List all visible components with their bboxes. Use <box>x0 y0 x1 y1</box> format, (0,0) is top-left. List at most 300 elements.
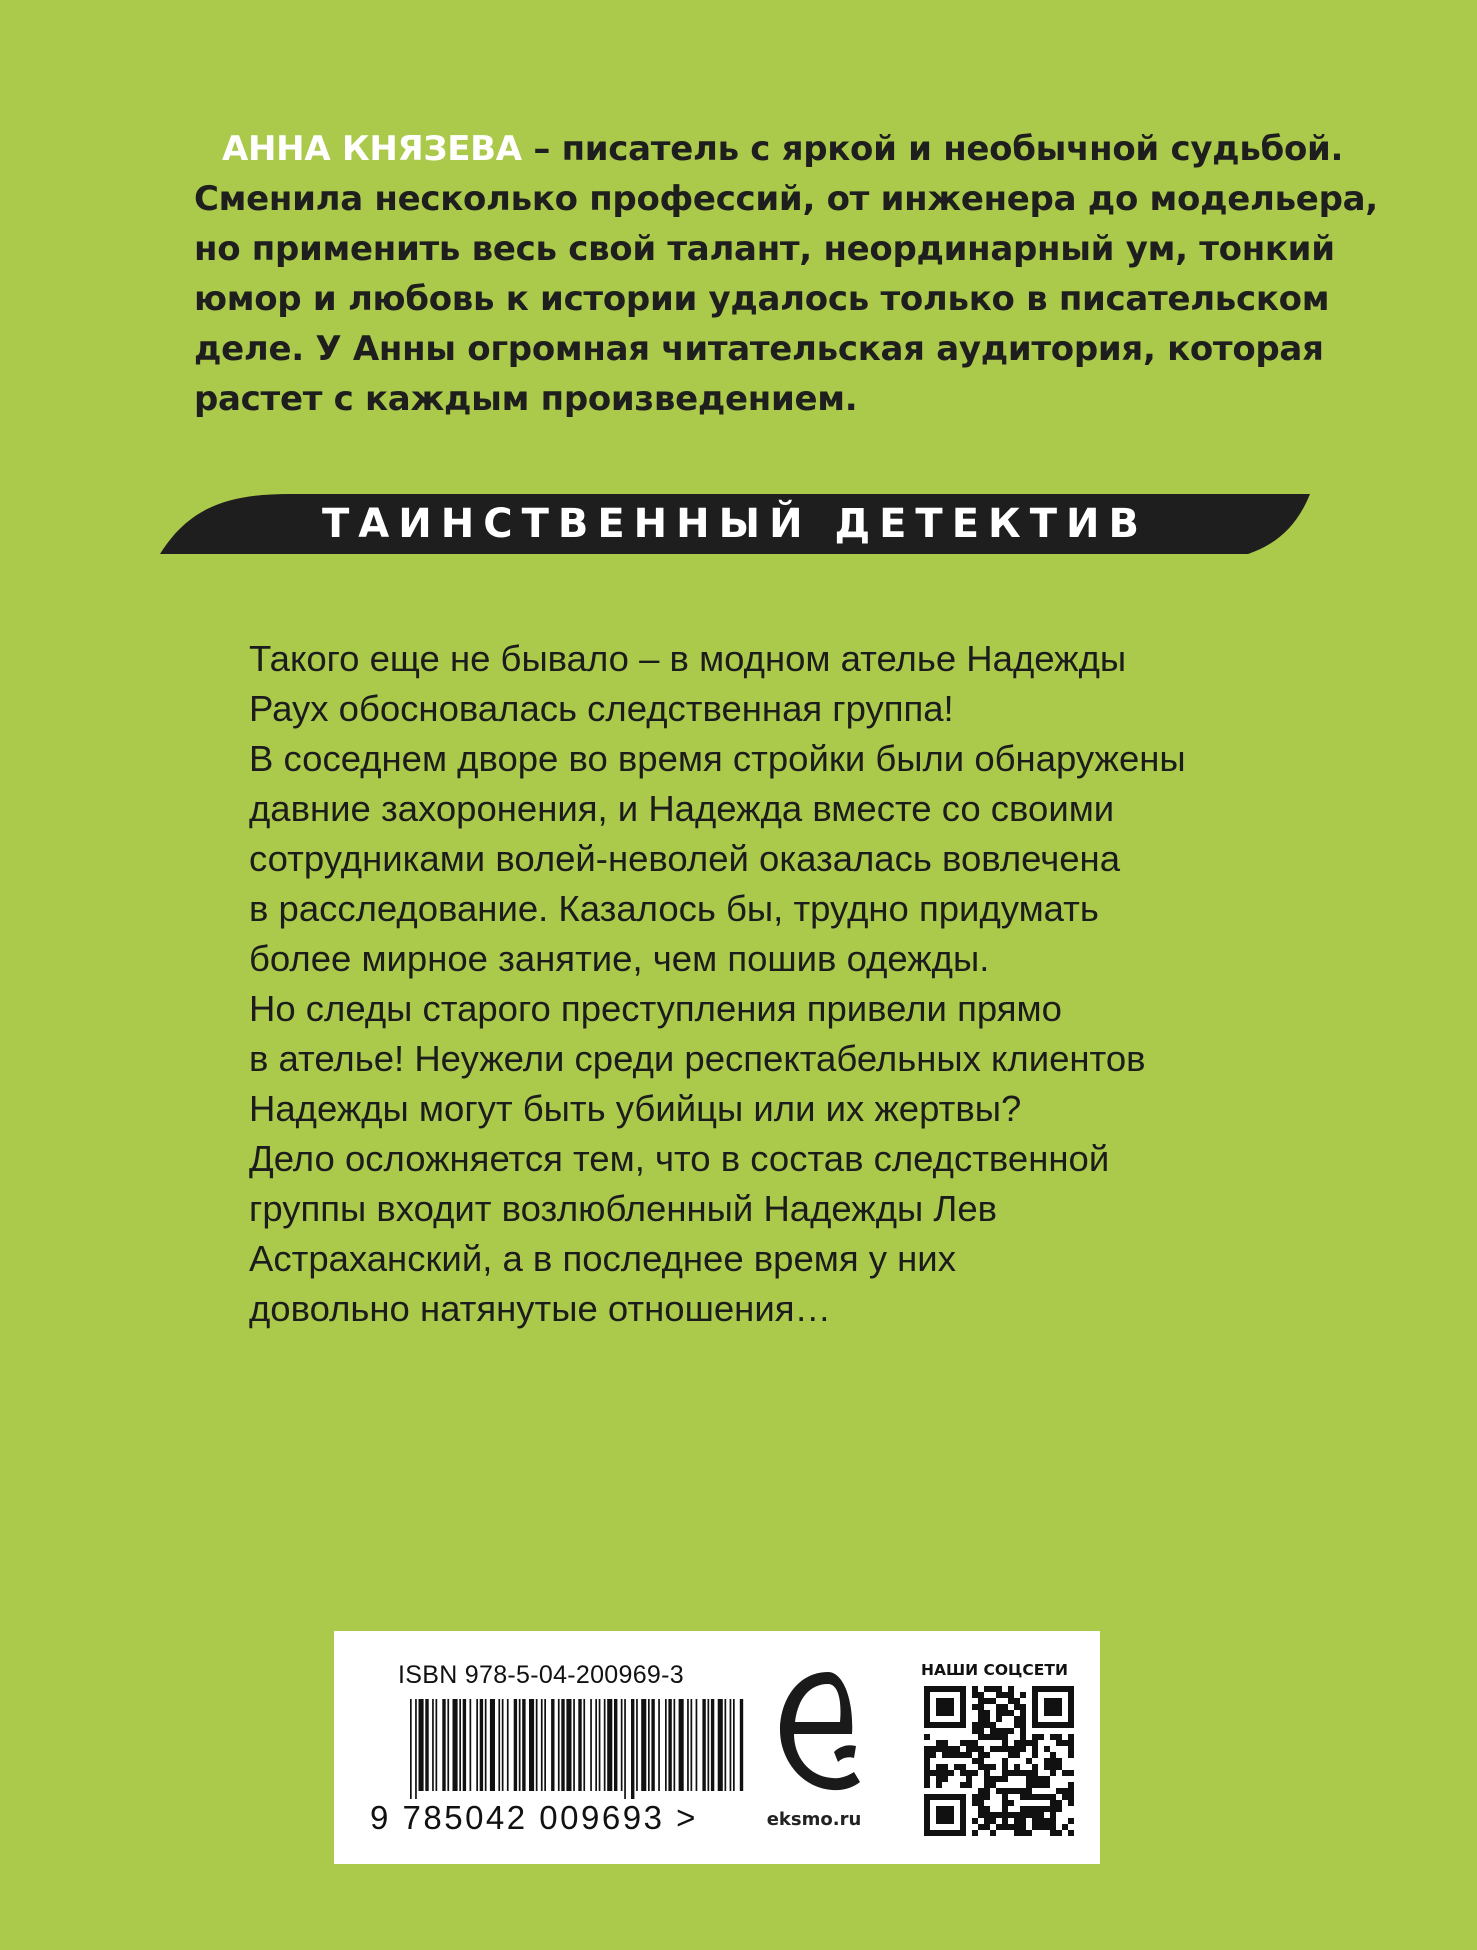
qr-module <box>984 1734 990 1740</box>
qr-module <box>942 1770 948 1776</box>
qr-module <box>1002 1728 1008 1734</box>
description-line: давние захоронения, и Надежда вместе со своими <box>249 788 1115 829</box>
qr-module <box>1038 1776 1044 1782</box>
barcode-bar <box>561 1699 564 1791</box>
barcode-bar <box>708 1699 710 1791</box>
qr-module <box>960 1740 966 1746</box>
qr-module <box>1002 1812 1008 1818</box>
qr-module <box>1026 1794 1032 1800</box>
qr-module <box>924 1770 930 1776</box>
qr-module <box>990 1722 996 1728</box>
qr-module <box>990 1776 996 1782</box>
qr-module <box>1020 1704 1026 1710</box>
qr-module <box>1056 1764 1062 1770</box>
qr-module <box>930 1770 936 1776</box>
qr-module <box>924 1746 930 1752</box>
qr-module <box>1014 1818 1020 1824</box>
qr-module <box>1044 1746 1050 1752</box>
qr-module <box>948 1752 954 1758</box>
qr-module <box>1050 1812 1056 1818</box>
description-line: Надежды могут быть убийцы или их жертвы? <box>249 1088 1022 1129</box>
qr-module <box>984 1686 990 1692</box>
barcode-bar <box>595 1699 597 1791</box>
qr-module <box>1014 1752 1020 1758</box>
barcode-bar <box>679 1699 684 1791</box>
qr-module <box>1032 1782 1038 1788</box>
qr-module <box>1032 1812 1038 1818</box>
barcode-bar <box>636 1699 638 1791</box>
qr-module <box>1044 1818 1050 1824</box>
qr-module <box>990 1686 996 1692</box>
qr-module <box>1020 1722 1026 1728</box>
qr-module <box>1032 1818 1038 1824</box>
qr-module <box>1014 1824 1020 1830</box>
qr-module <box>1044 1776 1050 1782</box>
qr-module <box>1032 1734 1038 1740</box>
qr-module <box>978 1704 984 1710</box>
qr-module <box>978 1788 984 1794</box>
qr-module <box>1068 1782 1074 1788</box>
qr-module <box>1038 1818 1044 1824</box>
qr-module <box>924 1776 930 1782</box>
qr-module <box>1014 1716 1020 1722</box>
qr-module <box>1002 1806 1008 1812</box>
qr-module <box>996 1686 1002 1692</box>
qr-module <box>1002 1692 1008 1698</box>
isbn-text: ISBN 978-5-04-200969-3 <box>398 1661 684 1689</box>
qr-module <box>1002 1770 1008 1776</box>
qr-module <box>978 1698 984 1704</box>
qr-module <box>1068 1770 1074 1776</box>
qr-module <box>930 1752 936 1758</box>
barcode-bar <box>536 1699 538 1791</box>
qr-module <box>1002 1764 1008 1770</box>
qr-module <box>942 1776 948 1782</box>
qr-module <box>1068 1800 1074 1806</box>
description-line: довольно натянутые отношения… <box>249 1288 831 1329</box>
qr-module <box>954 1764 960 1770</box>
barcode-bar <box>442 1699 445 1791</box>
qr-module <box>1002 1788 1008 1794</box>
bio-line: но применить весь свой талант, неординарный ум, тонкий <box>194 229 1335 269</box>
qr-module <box>984 1752 990 1758</box>
qr-module <box>984 1824 990 1830</box>
description-line: Такого еще не бывало – в модном ателье Надежды <box>249 638 1127 679</box>
qr-module <box>1008 1698 1014 1704</box>
qr-module <box>990 1830 996 1836</box>
barcode-bar <box>415 1699 417 1799</box>
qr-module <box>924 1752 930 1758</box>
qr-module <box>984 1698 990 1704</box>
barcode-bar <box>498 1699 500 1791</box>
barcode-bar <box>410 1699 412 1799</box>
qr-module <box>924 1758 930 1764</box>
qr-module <box>1026 1782 1032 1788</box>
qr-module <box>966 1776 972 1782</box>
qr-module <box>936 1776 942 1782</box>
qr-module <box>936 1698 954 1716</box>
barcode-bar <box>522 1699 525 1791</box>
qr-module <box>1002 1824 1008 1830</box>
qr-module <box>1050 1824 1056 1830</box>
qr-module <box>1002 1704 1008 1710</box>
bio-text: – писатель с яркой и необычной судьбой. <box>521 129 1344 169</box>
description-line: Астраханский, а в последнее время у них <box>249 1238 956 1279</box>
barcode-bar <box>447 1699 449 1791</box>
qr-module <box>1008 1710 1014 1716</box>
qr-module <box>990 1728 996 1734</box>
qr-module <box>1032 1752 1038 1758</box>
qr-module <box>1068 1788 1074 1794</box>
barcode-bar <box>490 1699 495 1791</box>
qr-module <box>990 1812 996 1818</box>
qr-module <box>1002 1710 1008 1716</box>
qr-module <box>1032 1770 1038 1776</box>
qr-module <box>1020 1788 1026 1794</box>
qr-module <box>978 1728 984 1734</box>
qr-module <box>1062 1788 1068 1794</box>
qr-module <box>1002 1758 1008 1764</box>
qr-module <box>1002 1818 1008 1824</box>
qr-module <box>942 1746 948 1752</box>
qr-module <box>990 1782 996 1788</box>
description-line: сотрудниками волей-неволей оказалась вовлечена <box>249 838 1121 879</box>
eksmo-logo-icon <box>774 1666 862 1798</box>
qr-module <box>1044 1758 1050 1764</box>
qr-module <box>1008 1728 1014 1734</box>
qr-module <box>984 1812 990 1818</box>
qr-module <box>1008 1800 1014 1806</box>
qr-module <box>1026 1812 1032 1818</box>
barcode-panel <box>334 1631 1100 1864</box>
qr-module <box>1068 1794 1074 1800</box>
description-line: В соседнем дворе во время стройки были обнаружены <box>249 738 1186 779</box>
qr-module <box>1008 1746 1014 1752</box>
qr-module <box>1020 1710 1026 1716</box>
qr-module <box>1032 1824 1038 1830</box>
qr-module <box>972 1770 978 1776</box>
qr-module <box>1044 1698 1062 1716</box>
qr-module <box>1014 1788 1020 1794</box>
qr-module <box>1008 1788 1014 1794</box>
qr-module <box>942 1752 948 1758</box>
qr-module <box>948 1746 954 1752</box>
qr-module <box>1020 1830 1026 1836</box>
qr-module <box>984 1710 990 1716</box>
description-line: группы входит возлюбленный Надежды Лев <box>249 1188 998 1229</box>
qr-module <box>1038 1794 1044 1800</box>
qr-module <box>984 1770 990 1776</box>
qr-module <box>960 1782 966 1788</box>
qr-module <box>1020 1728 1026 1734</box>
barcode-bar <box>665 1699 667 1791</box>
description-line: Дело осложняется тем, что в состав следственной <box>249 1138 1110 1179</box>
qr-module <box>978 1764 984 1770</box>
barcode-bar <box>432 1699 434 1791</box>
barcode-bar <box>453 1699 458 1791</box>
qr-module <box>1050 1734 1056 1740</box>
qr-module <box>1026 1830 1032 1836</box>
qr-module <box>1038 1734 1044 1740</box>
barcode-bar <box>607 1699 612 1791</box>
qr-module <box>990 1734 996 1740</box>
qr-module <box>972 1746 978 1752</box>
qr-module <box>1020 1734 1026 1740</box>
qr-module <box>1026 1758 1032 1764</box>
qr-module <box>960 1770 966 1776</box>
barcode-bar <box>621 1699 623 1791</box>
qr-module <box>978 1716 984 1722</box>
qr-module <box>1068 1752 1074 1758</box>
barcode-bar <box>558 1699 560 1791</box>
qr-module <box>978 1752 984 1758</box>
barcode-bar <box>507 1699 509 1791</box>
barcode-bar <box>631 1699 634 1799</box>
barcode-bar <box>599 1699 601 1791</box>
qr-module <box>972 1692 978 1698</box>
qr-module <box>1038 1782 1044 1788</box>
qr-module <box>1056 1800 1062 1806</box>
barcode-bar <box>614 1699 617 1791</box>
qr-module <box>978 1806 984 1812</box>
qr-module <box>1026 1770 1032 1776</box>
publisher-site: eksmo.ru <box>766 1809 862 1830</box>
description-line: более мирное занятие, чем пошив одежды. <box>249 938 990 979</box>
qr-module <box>1038 1806 1044 1812</box>
qr-module <box>1038 1824 1044 1830</box>
barcode-bar <box>641 1699 646 1791</box>
qr-module <box>996 1716 1002 1722</box>
qr-module <box>972 1740 978 1746</box>
qr-module <box>924 1782 930 1788</box>
barcode-bar <box>551 1699 554 1791</box>
qr-module <box>972 1794 978 1800</box>
qr-module <box>966 1746 972 1752</box>
qr-module <box>996 1704 1002 1710</box>
qr-module <box>1002 1746 1008 1752</box>
qr-module <box>990 1818 996 1824</box>
qr-module <box>954 1746 960 1752</box>
social-label: НАШИ СОЦСЕТИ <box>921 1661 1068 1679</box>
qr-module <box>966 1782 972 1788</box>
qr-module <box>1062 1794 1068 1800</box>
barcode-bar <box>514 1699 517 1791</box>
qr-module <box>936 1806 954 1824</box>
qr-module <box>1062 1824 1068 1830</box>
qr-module <box>1032 1776 1038 1782</box>
qr-module <box>1020 1716 1026 1722</box>
barcode-bar <box>730 1699 732 1791</box>
qr-module <box>1020 1806 1026 1812</box>
qr-module <box>1026 1806 1032 1812</box>
qr-module <box>1014 1764 1020 1770</box>
qr-module <box>984 1806 990 1812</box>
barcode-bar <box>480 1699 483 1791</box>
qr-module <box>972 1758 978 1764</box>
qr-module <box>1068 1830 1074 1836</box>
qr-module <box>1002 1734 1008 1740</box>
qr-module <box>966 1770 972 1776</box>
barcode-bar <box>696 1699 698 1791</box>
qr-module <box>1044 1782 1050 1788</box>
qr-module <box>924 1734 930 1740</box>
barcode-bar <box>691 1699 693 1791</box>
qr-module <box>978 1746 984 1752</box>
qr-module <box>996 1812 1002 1818</box>
author-name: АННА КНЯЗЕВА <box>222 129 522 169</box>
qr-module <box>1020 1740 1026 1746</box>
qr-module <box>1056 1830 1062 1836</box>
qr-module <box>1068 1740 1074 1746</box>
qr-module <box>942 1764 948 1770</box>
qr-module <box>1020 1770 1026 1776</box>
qr-module <box>1050 1770 1056 1776</box>
qr-module <box>1050 1752 1056 1758</box>
barcode-bar <box>583 1699 585 1791</box>
qr-module <box>1014 1746 1020 1752</box>
barcode-digits: 9 785042 009693 > <box>370 1799 698 1836</box>
qr-module <box>984 1782 990 1788</box>
qr-module <box>930 1746 936 1752</box>
barcode-bar <box>436 1699 438 1791</box>
qr-module <box>1020 1794 1026 1800</box>
qr-module <box>978 1812 984 1818</box>
qr-module <box>978 1734 984 1740</box>
qr-module <box>984 1722 990 1728</box>
barcode-bar <box>668 1699 671 1791</box>
qr-module <box>1032 1746 1038 1752</box>
qr-module <box>1032 1794 1038 1800</box>
qr-module <box>990 1764 996 1770</box>
qr-module <box>978 1758 984 1764</box>
barcode-bar <box>651 1699 654 1791</box>
qr-module <box>996 1776 1002 1782</box>
barcode-bar <box>459 1699 461 1791</box>
barcode-bar <box>541 1699 543 1791</box>
bio-line: юмор и любовь к истории удалось только в писательском <box>194 279 1330 319</box>
barcode-bar <box>702 1699 705 1791</box>
barcode-bar <box>711 1699 714 1791</box>
qr-module <box>1050 1764 1056 1770</box>
barcode-bar <box>519 1699 521 1791</box>
barcode-bar <box>674 1699 676 1791</box>
qr-module <box>996 1728 1002 1734</box>
barcode-bar <box>578 1699 581 1791</box>
qr-module <box>972 1704 978 1710</box>
qr-module <box>990 1746 996 1752</box>
qr-module <box>1002 1740 1008 1746</box>
bio-line: Сменила несколько профессий, от инженера до модельера, <box>194 179 1378 219</box>
qr-module <box>996 1824 1002 1830</box>
qr-module <box>978 1710 984 1716</box>
barcode-bar <box>624 1699 626 1799</box>
qr-module <box>1050 1818 1056 1824</box>
bio-line: деле. У Анны огромная читательская аудитория, которая <box>194 329 1324 369</box>
qr-module <box>1026 1776 1032 1782</box>
qr-module <box>960 1752 966 1758</box>
qr-module <box>936 1746 942 1752</box>
qr-module <box>996 1746 1002 1752</box>
qr-module <box>1026 1740 1032 1746</box>
barcode-bar <box>573 1699 575 1791</box>
bio-line <box>194 124 1344 174</box>
qr-module <box>1062 1770 1068 1776</box>
barcode-bar <box>658 1699 660 1791</box>
barcode-bar <box>485 1699 487 1791</box>
qr-module <box>1020 1818 1026 1824</box>
qr-module <box>984 1764 990 1770</box>
qr-module <box>1068 1734 1074 1740</box>
qr-module <box>1008 1692 1014 1698</box>
qr-module <box>1032 1740 1038 1746</box>
barcode-bar <box>502 1699 504 1791</box>
barcode-bar <box>529 1699 534 1791</box>
qr-module <box>1014 1770 1020 1776</box>
qr-module <box>1014 1722 1020 1728</box>
qr-module <box>972 1722 978 1728</box>
bio-line: растет с каждым произведением. <box>194 379 858 419</box>
qr-module <box>954 1752 960 1758</box>
qr-module <box>978 1800 984 1806</box>
qr-module <box>1050 1806 1056 1812</box>
barcode-bar <box>687 1699 689 1791</box>
qr-module <box>1050 1758 1056 1764</box>
qr-module <box>1014 1698 1020 1704</box>
qr-module <box>996 1788 1002 1794</box>
qr-module <box>972 1728 978 1734</box>
qr-module <box>1056 1788 1062 1794</box>
qr-module <box>1032 1806 1038 1812</box>
barcode-bar <box>718 1699 723 1791</box>
qr-module <box>978 1692 984 1698</box>
qr-module <box>996 1710 1002 1716</box>
qr-module <box>972 1800 978 1806</box>
qr-module <box>1020 1824 1026 1830</box>
qr-module <box>978 1722 984 1728</box>
barcode-bar <box>648 1699 650 1791</box>
qr-module <box>996 1734 1002 1740</box>
qr-module <box>1014 1704 1020 1710</box>
barcode-bar <box>470 1699 472 1791</box>
qr-module <box>1044 1824 1050 1830</box>
qr-module <box>1056 1758 1062 1764</box>
barcode-bar <box>725 1699 727 1791</box>
barcode-bar <box>544 1699 546 1791</box>
qr-module <box>1068 1818 1074 1824</box>
qr-module <box>1056 1806 1062 1812</box>
qr-module <box>984 1788 990 1794</box>
barcode-icon <box>410 1699 750 1799</box>
barcode-bar <box>419 1699 424 1791</box>
qr-module <box>942 1740 948 1746</box>
qr-module <box>1038 1812 1044 1818</box>
qr-module <box>1026 1788 1032 1794</box>
qr-module <box>978 1794 984 1800</box>
barcode-bar <box>733 1699 735 1791</box>
genre-banner <box>160 494 1310 554</box>
barcode-bar <box>425 1699 428 1791</box>
qr-module <box>1044 1806 1050 1812</box>
qr-module <box>936 1764 942 1770</box>
qr-module <box>984 1716 990 1722</box>
barcode-bar <box>604 1699 606 1791</box>
description-line: в расследование. Казалось бы, трудно придумать <box>249 888 1099 929</box>
qr-module <box>936 1770 942 1776</box>
genre-label: ТАИНСТВЕННЫЙ ДЕТЕКТИВ <box>322 501 1148 547</box>
author-bio <box>194 124 1378 424</box>
qr-module <box>984 1818 990 1824</box>
qr-module <box>984 1776 990 1782</box>
